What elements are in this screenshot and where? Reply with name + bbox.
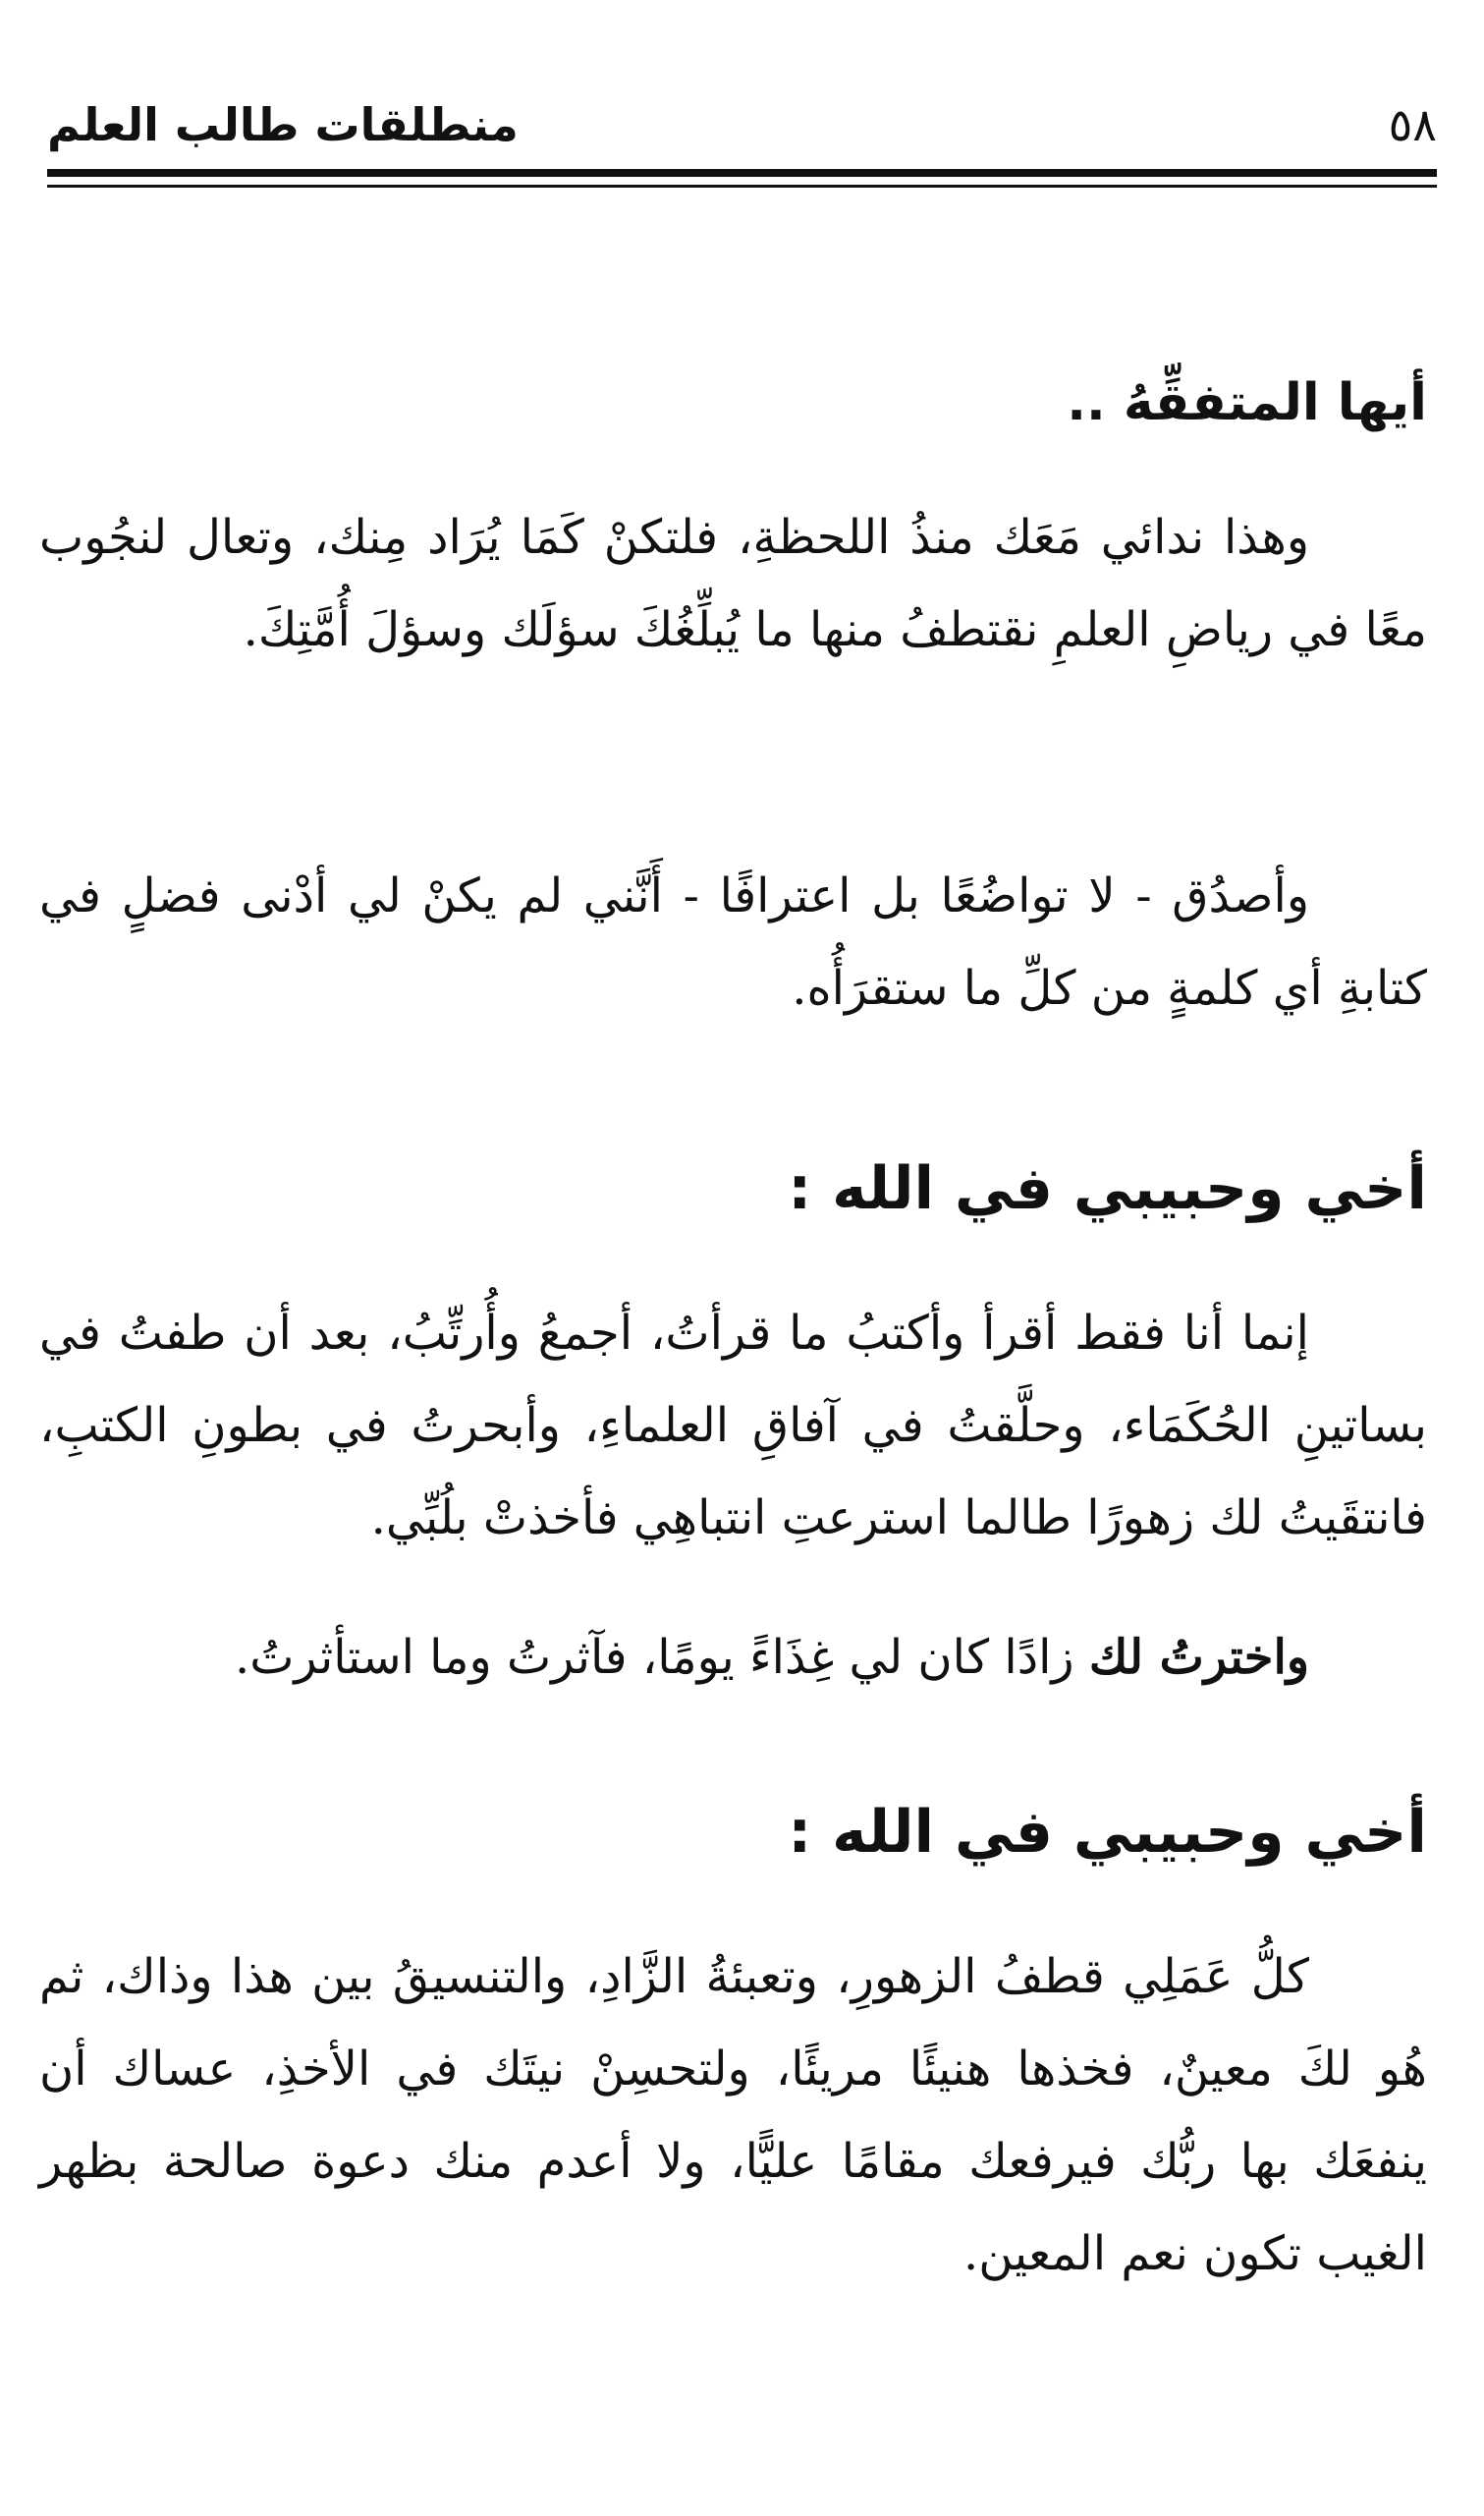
section-heading-3: أخي وحبيبي في الله : — [788, 1798, 1427, 1867]
section-heading-1: أيها المتفقِّهُ .. — [1067, 373, 1427, 432]
paragraph-4-bold-lead: واخترتُ لك — [1088, 1630, 1309, 1685]
paragraph-4-rest: زادًا كان لي غِذَاءً يومًا، فآثرتُ وما استأثرتُ. — [234, 1630, 1089, 1685]
paragraph-4 — [39, 1611, 1427, 1704]
paragraph-5: كلُّ عَمَلِي قطفُ الزهورِ، وتعبئةُ الزَّادِ، والتنسيقُ بين هذا وذاك، ثم هُو لكَ معينٌ، فخذها هنيئًا مريئًا، ولتحسِنْ نيتَك في الأخذِ، عساك أن ينفعَك بها ربُّك فيرفعك مقامًا عليًّا، ولا أعدم منك دعوة صالحة بظهر الغيب تكون نعم المعين. — [39, 1949, 1427, 2281]
running-header — [47, 90, 1437, 159]
paragraph-2: وأصدُق - لا تواضُعًا بل اعترافًا - أَنَّني لم يكنْ لي أدْنى فضلٍ في كتابةِ أي كلمةٍ من كلِّ ما ستقرَأُه. — [39, 868, 1427, 1016]
paragraph-1: وهذا ندائي مَعَك منذُ اللحظةِ، فلتكنْ كَمَا يُرَاد مِنك، وتعال لنجُوب معًا في رياضِ العلمِ نقتطفُ منها ما يُبلِّغُكَ سؤلَك وسؤلَ أُمَّتِكَ. — [39, 510, 1427, 657]
page-number: ٥٨ — [1388, 98, 1437, 151]
book-title: منطلقات طالب العلم — [47, 98, 519, 151]
section-heading-2: أخي وحبيبي في الله : — [788, 1154, 1427, 1223]
header-rule-thick — [47, 169, 1437, 177]
header-rule-thin — [47, 185, 1437, 188]
paragraph-3: إنما أنا فقط أقرأ وأكتبُ ما قرأتُ، أجمعُ وأُرتِّبُ، بعد أن طفتُ في بساتينِ الحُكَمَاء، وحلَّقتُ في آفاقِ العلماءِ، وأبحرتُ في بطونِ الكتبِ، فانتقَيتُ لك زهورًا طالما استرعتِ انتباهِي فأخذتْ بلُبِّي. — [39, 1306, 1427, 1545]
